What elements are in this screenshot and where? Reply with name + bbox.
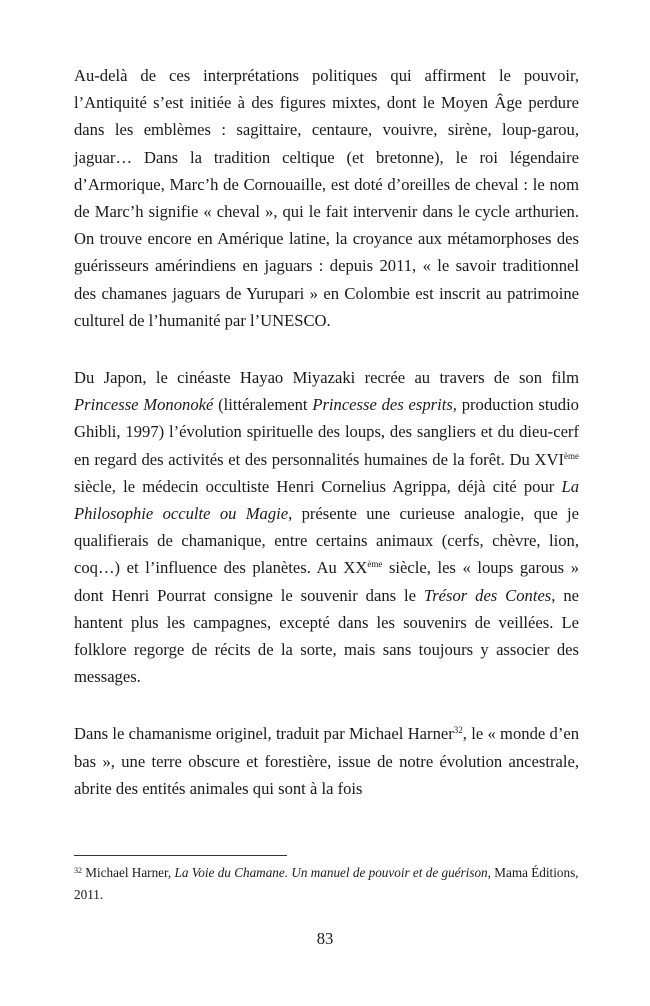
page-body [74,62,579,802]
book-title-italic-2: Trésor des Contes [423,585,552,605]
footnote-text-2: , Mama Éditions, 2011. [74,865,579,902]
superscript-eme-1: ème [564,450,579,461]
footnote-text-1: Michael Harner, [82,865,175,880]
paragraph-1 [74,62,579,334]
page-number: 83 [316,929,334,948]
footnote [74,862,579,906]
paragraph-1-text: Au-delà de ces interprétations politiques qui affirment le pouvoir, l’Antiquité s’est initiée à des figures mixtes, dont le Moyen Âge perdure dans les emblèmes : sagittaire, centaure, vouivre, sirène, loup-garou, jaguar… Dans la tradition celtique (et bretonne), le roi légendaire d’Armorique, Marc’h de Cornouaille, est doté d’oreilles de cheval : le nom de Marc’h signifie « cheval », qui le fait intervenir dans le cycle arthurien. On trouve encore en Amérique latine, la croyance aux métamorphoses des guérisseurs amérindiens en jaguars : depuis 2011, « le savoir traditionnel des chamanes jaguars de Yurupari » en Colombie est inscrit au patrimoine culturel de l’humanité par l’UNESCO. [74,66,579,330]
paragraph-2-text-5: , présente une curieuse analogie, que je qualifierais de chamanique, entre certains animaux (cerfs, chèvre, lion, coq…) et l’influence des planètes. Au XX [74,504,579,578]
paragraph-3 [74,720,579,802]
footnote-number: 32 [74,866,82,875]
paragraph-2-text-6: siècle, les « loups garous » dont Henri Pourrat consigne le souvenir dans le [74,558,579,605]
paragraph-3-text-2: , le « monde d’en bas », une terre obscure et forestière, issue de notre évolution ancestrale, abrite des entités animales qui sont à la fois [74,724,580,798]
footnote-reference-32: 32 [453,725,463,736]
book-title-italic-1: La Philosophie occulte ou Magie [74,476,579,524]
paragraph-2-text-1: Du Japon, le cinéaste Hayao Miyazaki recrée au travers de son film [74,368,579,388]
superscript-eme-2: ème [367,559,383,570]
paragraph-2-text-2: (littéralement [213,395,313,415]
paragraph-2 [74,364,579,690]
footnote-book-title: La Voie du Chamane. Un manuel de pouvoir et de guérison [174,865,488,880]
paragraph-3-text-1: Dans le chamanisme originel, traduit par Michael Harner [74,724,454,744]
paragraph-2-text-3: production studio Ghibli, 1997) l’évolution spirituelle des loups, des sangliers et du dieu-cerf en regard des activités et des personnalités humaines de la forêt. Du XVI [74,395,579,469]
film-title-italic: Princesse Mononoké [74,395,214,415]
paragraph-2-text-7: , ne hantent plus les campagnes, excepté dans les souvenirs de veillées. Le folklore regorge de récits de la sorte, mais sans toujours y associer des messages. [74,585,579,687]
paragraph-2-text-4: siècle, le médecin occultiste Henri Cornelius Agrippa, déjà cité pour [74,476,562,496]
footnote-separator [74,855,287,856]
film-translation-italic: Princesse des esprits, [312,395,457,415]
